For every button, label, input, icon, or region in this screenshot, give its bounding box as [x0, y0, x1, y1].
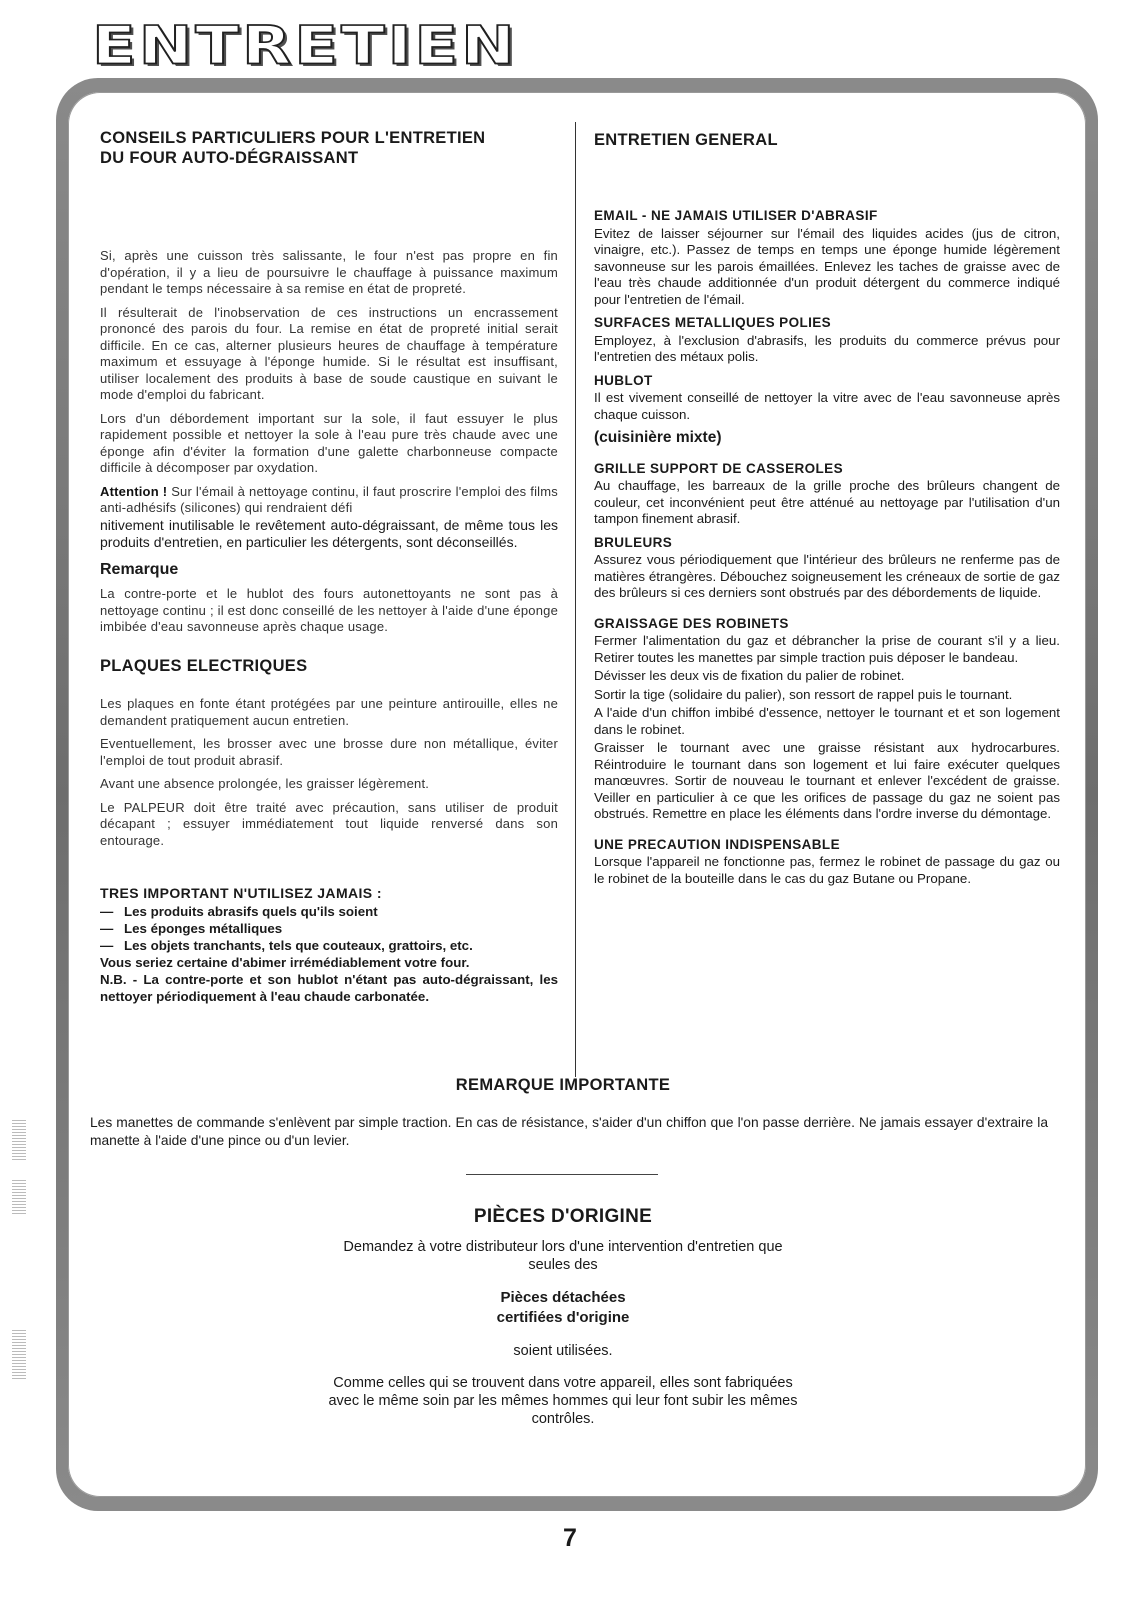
graissage-paragraph-1: Fermer l'alimentation du gaz et débrancher la prise de courant s'il y a lieu. Retirer toutes les manettes par simple traction puis déposer le bandeau.	[594, 633, 1060, 665]
paragraph-cuisson: Si, après une cuisson très salissante, le four n'est pas propre en fin d'opération, il y a lieu de poursuivre le chauffage à puissance maximum pendant le temps nécessaire à sa remise en état de propreté.	[100, 248, 558, 296]
important-item: — Les éponges métalliques	[100, 920, 283, 936]
bruleurs-title: BRULEURS	[594, 534, 673, 550]
important-warning: Vous seriez certaine d'abimer irrémédiablement votre four.	[100, 954, 470, 970]
pieces-origine-block	[328, 1208, 798, 1442]
important-item: — Les produits abrasifs quels qu'ils soient	[100, 903, 378, 919]
important-nb: N.B. - La contre-porte et son hublot n'étant pas auto-dégraissant, les nettoyer périodiquement à l'eau chaude carbonatée.	[100, 971, 558, 1004]
precaution-title: UNE PRECAUTION INDISPENSABLE	[594, 836, 840, 852]
column-divider	[575, 122, 576, 1077]
pieces-bold-line1: Pièces détachées	[500, 1289, 626, 1306]
precaution-text: Lorsque l'appareil ne fonctionne pas, fermez le robinet de passage du gaz ou le robinet de la bouteille dans le cas du gaz Butane ou Propane.	[594, 854, 1060, 886]
remarque-importante-title: REMARQUE IMPORTANTE	[455, 1076, 671, 1094]
scan-margin-mark	[12, 1120, 26, 1160]
grille-text: Au chauffage, les barreaux de la grille proche des brûleurs changent de couleur, cet inconvénient peut être atténué au nettoyage par l'utilisation d'un tampon finement abrasif.	[594, 478, 1060, 526]
plaques-title: PLAQUES ELECTRIQUES	[100, 656, 308, 675]
pieces-bold-line2: certifiées d'origine	[496, 1309, 630, 1326]
graissage-paragraph-4: A l'aide d'un chiffon imbibé d'essence, nettoyer le tournant et et son logement dans le robinet.	[594, 705, 1060, 737]
mixte-title: (cuisinière mixte)	[594, 429, 722, 446]
plaques-paragraph-2: Eventuellement, les brosser avec une brosse dure non métallique, éviter l'emploi de tout produit abrasif.	[100, 736, 558, 768]
graissage-paragraph-3: Sortir la tige (solidaire du palier), son ressort de rappel puis le tournant.	[594, 686, 1013, 702]
paragraph-encrassement: Il résulterait de l'inobservation de ces instructions un encrassement prononcé des parois du four. La remise en état de propreté initial serait difficile. En ce cas, alterner plusieurs heures de chauffage à température maximum et essuyage à l'éponge humide. Si le résultat est insuffisant, utiliser localement des produits à base de soude caustique en suivant le mode d'emploi du fabricant.	[100, 304, 558, 402]
plaques-block	[100, 696, 558, 849]
scan-margin-mark	[12, 1180, 26, 1216]
plaques-paragraph-4: Le PALPEUR doit être traité avec précaution, sans utiliser de produit décapant ; essuyer immédiatement tout liquide renversé dans son entourage.	[100, 799, 558, 848]
bruleurs-text: Assurez vous périodiquement que l'intérieur des brûleurs ne renferme pas de matières étrangères. Débouchez soigneusement les créneaux de sortie de gaz des brûleurs si ces derniers sont obstrués par des débordements de liquide.	[594, 552, 1060, 600]
paragraph-attention	[100, 484, 558, 517]
pieces-bold	[328, 1288, 798, 1328]
pieces-closing: Comme celles qui se trouvent dans votre appareil, elles sont fabriquées avec le même soin par les mêmes hommes qui leur font subir les mêmes contrôles.	[328, 1375, 798, 1427]
pieces-title: PIÈCES D'ORIGINE	[473, 1206, 653, 1227]
grille-title: GRILLE SUPPORT DE CASSEROLES	[594, 460, 843, 476]
attention-dark-text: nitivement inutilisable le revêtement auto-dégraissant, de même tous les produits d'entretien, en particulier les détergents, sont déconseillés.	[100, 516, 558, 550]
left-title-line1: CONSEILS PARTICULIERS POUR L'ENTRETIEN	[100, 129, 486, 147]
attention-light-text: Sur l'émail à nettoyage continu, il faut proscrire l'emploi des films anti-adhésifs (silicones) qui rendraient défi	[100, 483, 558, 515]
remarque-text: La contre-porte et le hublot des fours autonettoyants ne sont pas à nettoyage continu ; il est donc conseillé de les nettoyer à l'aide d'une éponge imbibée d'eau savonneuse après chaque usage.	[100, 586, 558, 634]
remarque-importante-text: Les manettes de commande s'enlèvent par simple traction. En cas de résistance, s'aider d'un chiffon que l'on passe derrière. Ne jamais essayer d'extraire la manette à l'aide d'une pince ou d'un levier.	[90, 1115, 1048, 1148]
graissage-paragraph-5: Graisser le tournant avec une graisse résistant aux hydrocarbures. Réintroduire le tournant dans son logement et lui faire exécuter quelques manœuvres. Sortir de nouveau le tournant et enlever l'excédent de graisse. Veiller en particulier à ce que les orifices de passage du gaz ne soient pas obstrués. Remettre en place les éléments dans l'ordre inverse du démontage.	[594, 740, 1060, 821]
email-title: EMAIL - NE JAMAIS UTILISER D'ABRASIF	[594, 208, 878, 223]
surfaces-title: SURFACES METALLIQUES POLIES	[594, 315, 832, 330]
plaques-paragraph-1: Les plaques en fonte étant protégées par une peinture antirouille, elles ne demandent pratiquement aucun entretien.	[100, 696, 558, 728]
pieces-used: soient utilisées.	[513, 1343, 613, 1359]
section-banner: ENTRETIEN	[92, 15, 518, 77]
surfaces-text: Employez, à l'exclusion d'abrasifs, les produits du commerce prévus pour l'entretien des métaux polis.	[594, 332, 1060, 364]
important-title: TRES IMPORTANT N'UTILISEZ JAMAIS :	[100, 885, 382, 901]
hublot-title: HUBLOT	[594, 372, 653, 388]
left-intro-block	[100, 248, 558, 517]
separator-line	[466, 1174, 658, 1175]
left-section-title	[100, 128, 558, 168]
hublot-text: Il est vivement conseillé de nettoyer la vitre avec de l'eau savonneuse après chaque cuisson.	[594, 390, 1060, 422]
plaques-paragraph-3: Avant une absence prolongée, les graisser légèrement.	[100, 776, 430, 791]
important-item: — Les objets tranchants, tels que couteaux, grattoirs, etc.	[100, 937, 473, 953]
page-number: 7	[563, 1524, 577, 1552]
paragraph-debordement: Lors d'un débordement important sur la sole, il faut essuyer le plus rapidement possible et nettoyer la sole à l'eau pure très chaude avec une éponge afin d'éviter la formation d'une galette charbonneuse compacte difficile à décomposer par oxydation.	[100, 410, 558, 475]
scan-margin-mark	[12, 1330, 26, 1380]
right-section-title: ENTRETIEN GENERAL	[594, 131, 778, 149]
graissage-paragraph-2: Dévisser les deux vis de fixation du palier de robinet.	[594, 668, 905, 683]
left-column	[100, 128, 558, 1005]
left-title-line2: DU FOUR AUTO-DÉGRAISSANT	[100, 149, 359, 167]
pieces-intro: Demandez à votre distributeur lors d'une intervention d'entretien que seules des	[343, 1239, 783, 1273]
right-column	[594, 130, 1060, 894]
remarque-title: Remarque	[100, 560, 179, 578]
graissage-title: GRAISSAGE DES ROBINETS	[594, 615, 789, 631]
email-text: Evitez de laisser séjourner sur l'émail des liquides acides (jus de citron, vinaigre, etc.). Passez de temps en temps une éponge humide légèrement savonneuse sur les parois émaillées. Enlevez les taches de graisse avec de l'eau très chaude additionnée d'un produit détergent du commerce indiqué pour l'entretien de l'émail.	[594, 225, 1060, 307]
attention-label: Attention !	[100, 483, 168, 499]
